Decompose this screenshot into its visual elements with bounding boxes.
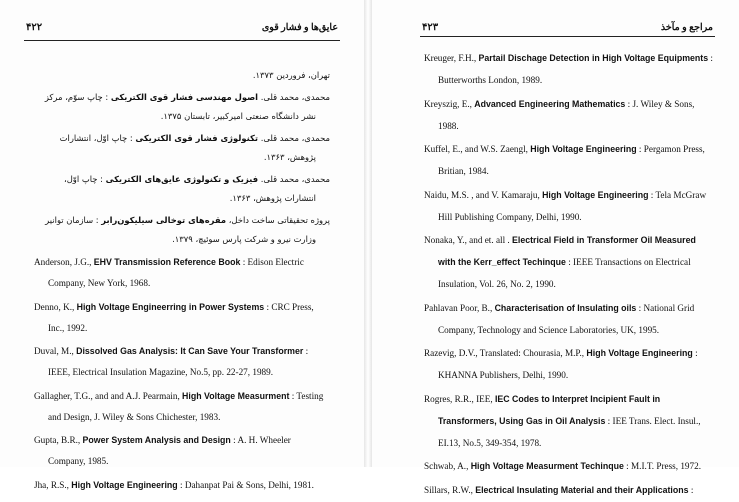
reference-author: Sillars, R.W., xyxy=(424,484,476,495)
reference-publisher: : Pergamon Press, Britian, 1984. xyxy=(438,144,705,176)
reference-entry xyxy=(34,475,330,496)
reference-publisher: : Dahanpat Pai & Sons, Delhi, 1981. xyxy=(177,479,314,490)
left-page xyxy=(0,0,364,490)
reference-publisher: : IEE Trans. Elect. Insul., EI.13, No.5, 349-354, 1978. xyxy=(438,415,701,448)
header-rule xyxy=(24,40,340,41)
reference-author: Pahlavan Poor, B., xyxy=(424,302,495,313)
reference-entry xyxy=(424,342,715,386)
reference-title: High Voltage Engineerring in Power Systems xyxy=(76,301,265,312)
reference-author: Gallagher, T.G., and and A.J. Pearmain, xyxy=(34,390,183,401)
reference-entry xyxy=(424,455,715,477)
reference-publisher: تهران، فروردین ۱۳۷۳. xyxy=(252,70,330,80)
reference-entry xyxy=(424,388,715,454)
reference-entry xyxy=(424,479,715,501)
book-gutter xyxy=(364,0,372,467)
reference-publisher: : IEEE Transactions on Electrical Insulation, Vol. 26, No. 2, 1990. xyxy=(438,257,691,289)
reference-publisher: : سازمان توانیر وزارت نیرو و شرکت پارس سوئیچ، ۱۳۷۹. xyxy=(45,215,316,244)
header-rule xyxy=(420,36,715,37)
reference-publisher: : IEEE, Electrical Insulation Magazine, No.5, pp. 22-27, 1989. xyxy=(48,346,309,377)
reference-publisher: : Testing and Design, J. Wiley & Sons Chichester, 1983. xyxy=(48,390,324,422)
reference-publisher: : Tela McGraw Hill Publishing Company, Delhi, 1990. xyxy=(438,189,707,222)
reference-author: Jha, R.S., xyxy=(34,479,72,490)
reference-entry xyxy=(34,170,330,208)
reference-list xyxy=(34,66,330,498)
reference-title: تکنولوژی فشار قوی الکتریکی xyxy=(135,133,259,143)
reference-author: پروژه تحقیقاتی ساخت داخل، xyxy=(226,215,330,225)
reference-title: مقره‌های توخالی سیلیکون‌رابر xyxy=(101,215,227,225)
page-number: ۴۲۳ xyxy=(422,22,439,33)
reference-author: Naidu, M.S. , and V. Kamaraju, xyxy=(424,189,543,200)
reference-publisher: : J. Wiley & Sons, 1988. xyxy=(438,98,695,131)
reference-publisher: : A. H. Wheeler Company, 1985. xyxy=(48,435,291,466)
reference-title: High Voltage Engineering xyxy=(542,189,649,200)
reference-entry xyxy=(34,252,330,294)
reference-title: Power System Analysis and Design xyxy=(82,435,231,445)
reference-entry xyxy=(34,211,330,249)
reference-publisher: : Butterworths London, 1989. xyxy=(438,53,713,85)
reference-author: Nonaka, Y., and et. all . xyxy=(424,235,513,245)
reference-entry xyxy=(424,47,715,91)
reference-publisher: : M.I.T. Press, 1972. xyxy=(623,461,702,471)
reference-publisher: : xyxy=(688,484,694,495)
reference-author: Kuffel, E., and W.S. Zaengl, xyxy=(424,144,531,154)
reference-entry xyxy=(34,66,330,85)
reference-publisher: : چاپ اوّل، انتشارات پژوهش، ۱۳۶۳. xyxy=(64,174,316,203)
right-page xyxy=(372,0,739,495)
reference-author: Kreyszig, E., xyxy=(424,98,475,109)
reference-entry xyxy=(424,184,715,228)
reference-title: High Voltage Engineering xyxy=(586,348,693,358)
reference-publisher: : چاپ سوّم، مرکز نشر دانشگاه صنعتی امیرکبیر، تابستان ۱۳۷۵. xyxy=(44,92,316,121)
reference-author: Gupta, B.R., xyxy=(34,435,83,445)
reference-entry xyxy=(34,297,330,339)
reference-publisher: : چاپ اوّل، انتشارات پژوهش، ۱۳۶۳. xyxy=(59,133,316,162)
reference-title: Electrical Insulating Material and their Applications xyxy=(475,484,689,495)
reference-title: EHV Transmission Reference Book xyxy=(93,257,241,267)
reference-author: Rogres, R.R., IEE, xyxy=(424,393,495,404)
reference-author: محمدی، محمد قلی. xyxy=(258,174,330,184)
reference-author: Denno, K., xyxy=(34,301,77,312)
reference-title: Advanced Engineering Mathematics xyxy=(474,98,626,109)
reference-title: Electrical Field in Transformer Oil Measured with the Kerr_effect Techinque xyxy=(438,235,696,267)
reference-title: Dissolved Gas Analysis: It Can Save Your Transformer xyxy=(76,346,304,356)
reference-title: اصول مهندسی فشار قوی الکتریکی xyxy=(110,92,259,102)
reference-title: IEC Codes to Interpret Incipient Fault in Transformers, Using Gas in Oil Analysis xyxy=(438,393,661,426)
reference-title: Characterisation of Insulating oils xyxy=(494,302,637,313)
reference-publisher: : National Grid Company, Technology and Science Laboratories, UK, 1995. xyxy=(438,302,695,335)
reference-author: Anderson, J.G., xyxy=(34,257,94,267)
running-title: مراجع و مآخذ xyxy=(660,23,713,33)
reference-title: High Voltage Engineering xyxy=(71,479,178,490)
reference-entry xyxy=(34,129,330,167)
reference-list xyxy=(424,47,715,502)
running-title: عایق‌ها و فشار قوی xyxy=(261,23,338,33)
reference-entry xyxy=(424,297,715,341)
reference-title: High Voltage Measurment xyxy=(182,390,290,401)
reference-author: Schwab, A., xyxy=(424,461,471,471)
reference-title: High Voltage Measurment Techinque xyxy=(470,461,624,471)
reference-author: Kreuger, F.H., xyxy=(424,53,479,63)
reference-author: Razevig, D.V., Translated: Chourasia, M.P., xyxy=(424,348,587,358)
reference-title: High Voltage Engineering xyxy=(530,144,637,154)
reference-entry xyxy=(34,341,330,383)
reference-entry xyxy=(424,229,715,295)
reference-entry xyxy=(424,93,715,137)
reference-entry xyxy=(34,430,330,472)
reference-entry xyxy=(424,138,715,182)
reference-publisher: : KHANNA Publishers, Delhi, 1990. xyxy=(438,348,698,380)
reference-title: Partail Dischage Detection in High Voltage Equipments xyxy=(478,53,709,63)
reference-author: Duval, M., xyxy=(34,346,77,356)
reference-author: محمدی، محمد قلی. xyxy=(258,92,330,102)
reference-publisher: : CRC Press, Inc., 1992. xyxy=(48,301,314,333)
reference-title: فیزیک و تکنولوژی عایق‌های الکتریکی xyxy=(105,174,259,184)
reference-author: محمدی، محمد قلی. xyxy=(258,133,330,143)
page-number: ۴۲۲ xyxy=(26,22,43,33)
reference-entry xyxy=(34,88,330,126)
reference-publisher: : Edison Electric Company, New York, 1968. xyxy=(48,257,304,288)
left-page-header xyxy=(26,22,338,38)
reference-entry xyxy=(34,386,330,428)
